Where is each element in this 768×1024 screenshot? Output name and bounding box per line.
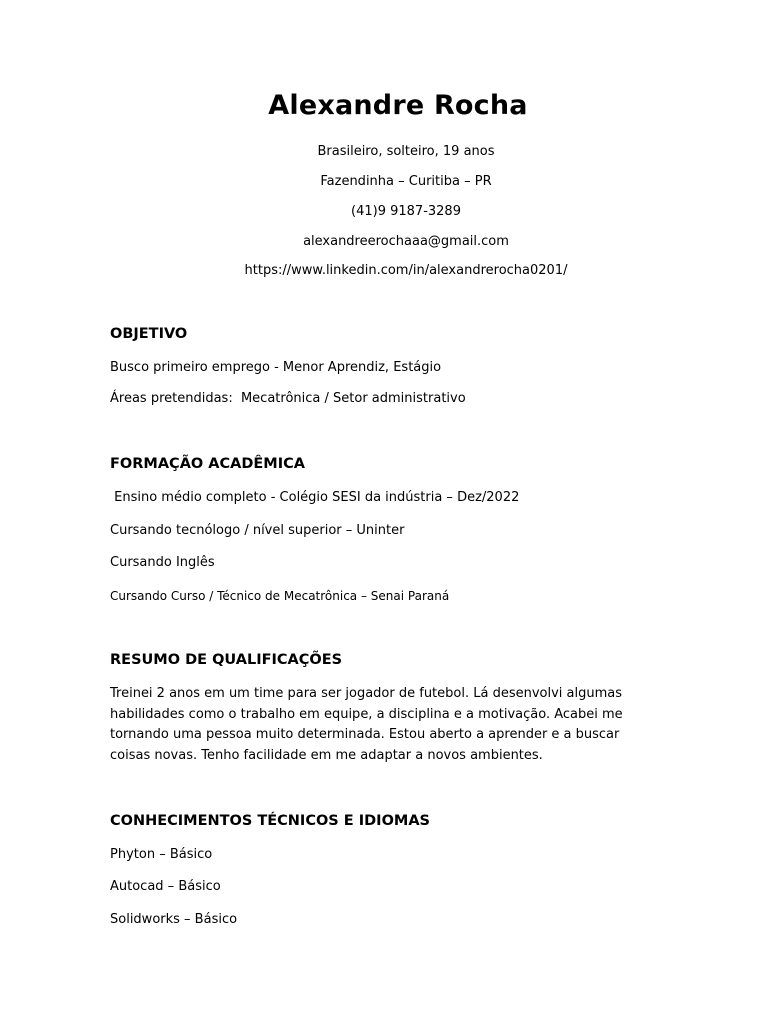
- conhecimento-item-3: Solidworks – Básico: [110, 912, 238, 927]
- resumo-paragraph: Treinei 2 anos em um time para ser jogador de futebol. Lá desenvolvi algumas habilidades como o trabalho em equipe, a disciplina e a motivação. Acabei me tornando uma pessoa muito determinada. Estou aberto a aprender e a buscar coisas novas. Tenho facilidade em me adaptar a novos ambientes.: [110, 686, 623, 763]
- resume-name: Alexandre Rocha: [268, 90, 528, 121]
- objetivo-line-2: Áreas pretendidas: Mecatrônica / Setor administrativo: [110, 391, 466, 406]
- section-title-resumo: RESUMO DE QUALIFICAÇÕES: [110, 652, 343, 668]
- objetivo-line-1: Busco primeiro emprego - Menor Aprendiz, Estágio: [110, 360, 442, 375]
- formacao-line-1: Ensino médio completo - Colégio SESI da indústria – Dez/2022: [110, 490, 520, 505]
- phone-number: (41)9 9187-3289: [351, 204, 461, 219]
- address: Fazendinha – Curitiba – PR: [320, 174, 492, 189]
- email-address: alexandreerochaaa@gmail.com: [303, 234, 509, 249]
- section-title-formacao: FORMAÇÃO ACADÊMICA: [110, 456, 305, 472]
- formacao-line-2: Cursando tecnólogo / nível superior – Uninter: [110, 523, 405, 538]
- linkedin-url: https://www.linkedin.com/in/alexandrerocha0201/: [244, 263, 568, 278]
- conhecimento-item-2: Autocad – Básico: [110, 879, 221, 894]
- personal-details: Brasileiro, solteiro, 19 anos: [317, 144, 495, 159]
- section-title-conhecimentos: CONHECIMENTOS TÉCNICOS E IDIOMAS: [110, 813, 430, 829]
- formacao-line-4: Cursando Curso / Técnico de Mecatrônica – Senai Paraná: [110, 589, 450, 603]
- formacao-line-3: Cursando Inglês: [110, 555, 215, 570]
- section-title-objetivo: OBJETIVO: [110, 326, 188, 342]
- conhecimento-item-1: Phyton – Básico: [110, 847, 213, 862]
